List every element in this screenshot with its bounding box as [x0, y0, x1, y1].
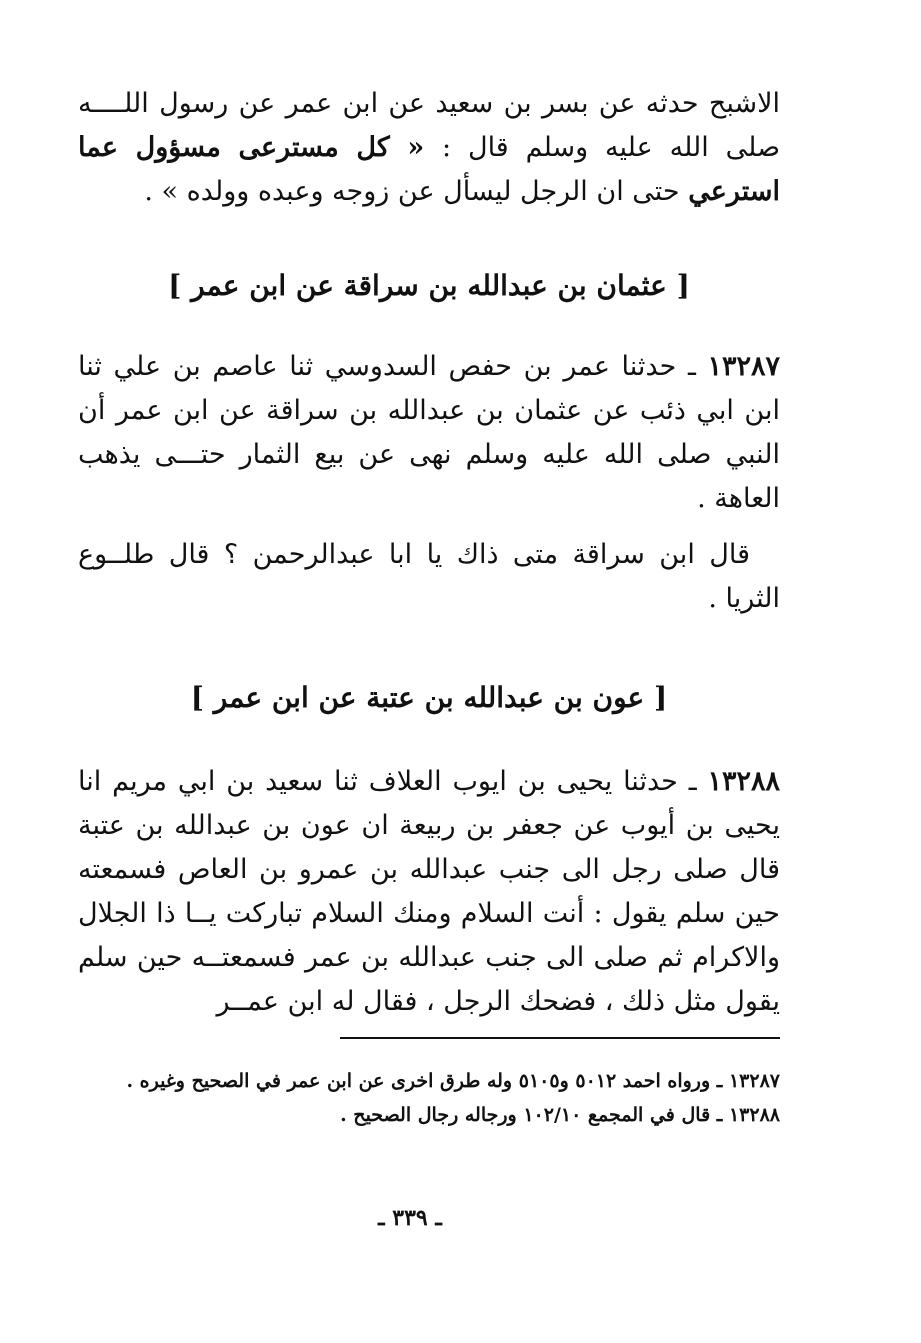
- hadith-text: ـ حدثنا يحيى بن ايوب العلاف ثنا سعيد بن ابي مريم انا يحيى بن أيوب عن جعفر بن ربيعة ان عون بن عبدالله بن عتبة قال صلى رجل الى جنب عبدالله بن عمرو بن العاص فسمعته حين سلم يقول : أنت السلام ومنك السلام تباركت يــا ذا الجلال والاكرام ثم صلى الى جنب عبدالله بن عمر فسمعتــه حين سلم يقول مثل ذلك ، فضحك الرجل ، فقال له ابن عمــر: [78, 766, 780, 1017]
- page-number: ـ ٣٣٩ ـ: [378, 1205, 442, 1231]
- section-heading-awn: [ عون بن عبدالله بن عتبة عن ابن عمر ]: [190, 681, 668, 714]
- footnote-divider: [340, 1037, 780, 1039]
- hadith-number: ١٣٢٨٧: [707, 351, 780, 382]
- section-heading-uthman: [ عثمان بن عبدالله بن سراقة عن ابن عمر ]: [168, 269, 690, 302]
- opening-text-end: حتى ان الرجل ليسأل عن زوجه وعبده وولده » .: [144, 176, 689, 207]
- hadith-followup: قال ابن سراقة متى ذاك يا ابا عبدالرحمن ؟ قال طلــوع الثريا .: [78, 539, 780, 614]
- footnotes: [78, 1064, 780, 1132]
- hadith-text: ـ حدثنا عمر بن حفص السدوسي ثنا عاصم بن علي ثنا ابن ابي ذئب عن عثمان بن عبدالله بن سراقة عن ابن عمر أن النبي صلى الله عليه وسلم نهى عن بيع الثمار حتـــى يذهب العاهة .: [78, 351, 780, 514]
- opening-paragraph: [78, 82, 780, 214]
- opening-quote: « كل مسترعى مسؤول عما استرعي: [78, 132, 780, 207]
- footnote-13287: ١٣٢٨٧ ـ ورواه احمد ٥٠١٢ و٥١٠٥ وله طرق اخرى عن ابن عمر في الصحيح وغيره .: [126, 1070, 780, 1092]
- footnote-13288: ١٣٢٨٨ ـ قال في المجمع ١٠٢/١٠ ورجاله رجال الصحيح .: [340, 1104, 780, 1126]
- hadith-13288: [78, 760, 780, 1024]
- hadith-number: ١٣٢٨٨: [707, 766, 780, 797]
- opening-text: الاشبح حدثه عن بسر بن سعيد عن ابن عمر عن رسول اللــــه صلى الله عليه وسلم قال :: [78, 88, 780, 163]
- hadith-13287: [78, 345, 780, 621]
